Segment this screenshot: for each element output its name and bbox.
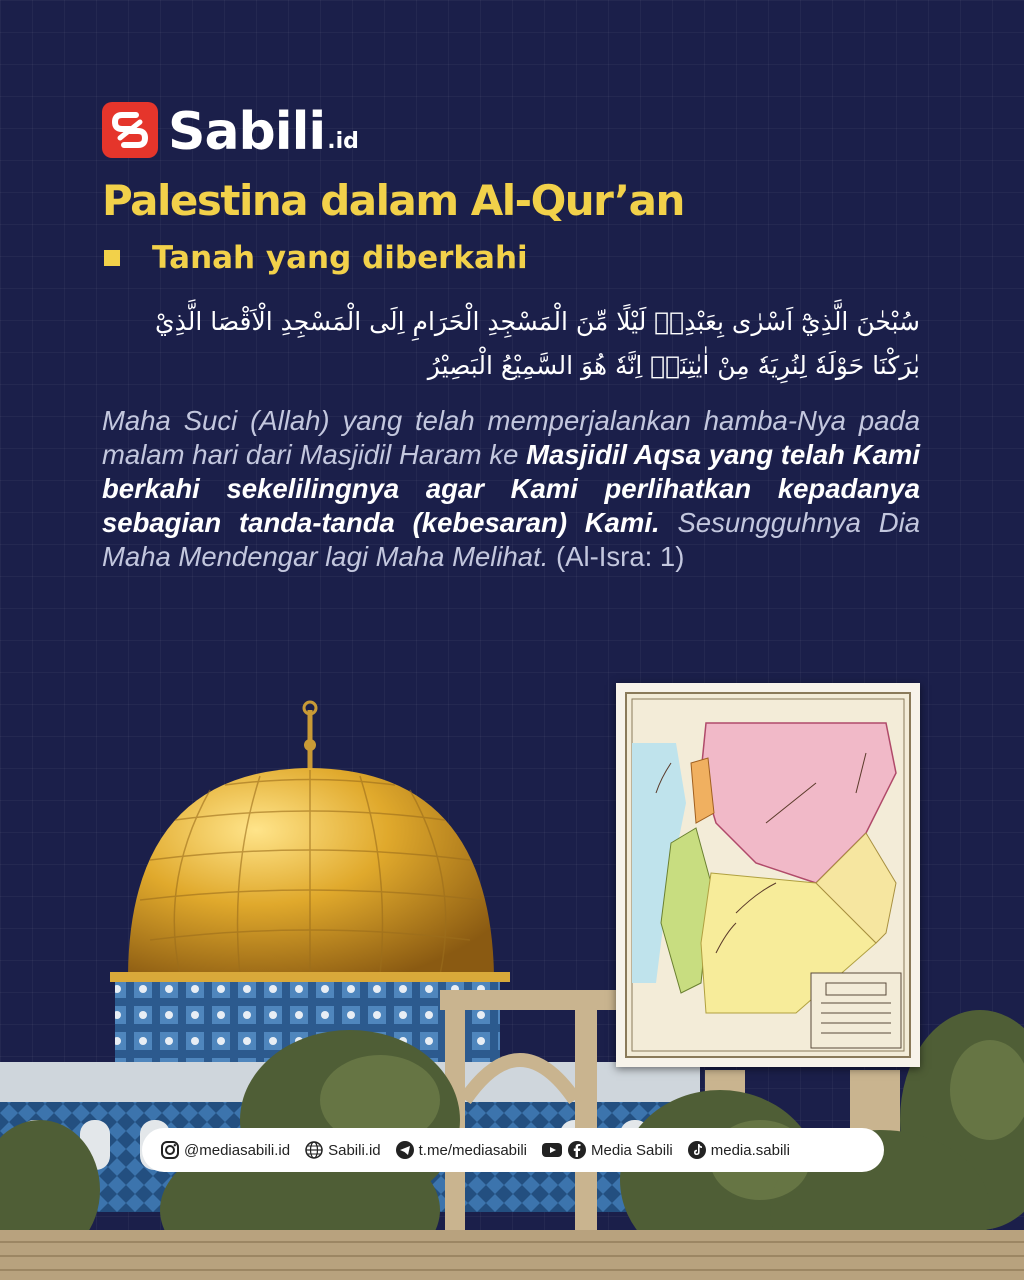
verse-translation: [102, 404, 920, 574]
tiktok-icon: [687, 1140, 707, 1160]
social-label: media.sabili: [710, 1141, 790, 1159]
translation-highlight: Masjidil Aqsa yang telah Kami berkahi sekelilingnya agar Kami perlihatkan kepadanya sebagian tanda-tanda (kebesaran) Kami.: [102, 439, 920, 538]
page-title: Palestina dalam Al-Qur’an: [102, 176, 684, 225]
section-heading-text: Tanah yang diberkahi: [152, 240, 528, 276]
section-heading: [104, 240, 528, 276]
youtube-icon: [541, 1140, 563, 1160]
social-telegram[interactable]: [395, 1140, 527, 1160]
social-links-bar: [142, 1128, 884, 1172]
verse-reference: (Al-Isra: 1): [548, 541, 685, 572]
social-label: t.me/mediasabili: [418, 1141, 528, 1159]
telegram-icon: [395, 1140, 415, 1160]
sabili-logo-icon: [102, 102, 158, 158]
social-label: Sabili.id: [328, 1141, 381, 1159]
square-bullet-icon: [104, 250, 120, 266]
historical-map-photo: [616, 683, 920, 1067]
translation-part2: Sesungguhnya Dia Maha Mendengar lagi Maha Melihat.: [102, 507, 920, 572]
social-website[interactable]: [304, 1140, 381, 1160]
brand-suffix: .id: [327, 129, 359, 154]
social-label: Media Sabili: [591, 1141, 673, 1159]
arabic-verse: سُبْحٰنَ الَّذِيْٓ اَسْرٰى بِعَبْدِهٖ لَيْلًا مِّنَ الْمَسْجِدِ الْحَرَامِ اِلَى الْمَسْجِدِ الْاَقْصَا الَّذِيْ بٰرَكْنَا حَوْلَهٗ لِنُرِيَهٗ مِنْ اٰيٰتِنَاۗ اِنَّهٗ هُوَ السَّمِيْعُ الْبَصِيْرُ: [155, 307, 920, 380]
brand-logo: [102, 102, 359, 162]
translation-part1: Maha Suci (Allah) yang telah memperjalankan hamba-Nya pada malam hari dari Masjidil Haram ke: [102, 405, 920, 470]
social-instagram[interactable]: [160, 1140, 290, 1160]
social-label: @mediasabili.id: [184, 1141, 291, 1159]
brand-name: Sabili: [168, 102, 326, 162]
globe-icon: [304, 1140, 324, 1160]
social-youtube-facebook[interactable]: [541, 1140, 673, 1160]
facebook-icon: [567, 1140, 587, 1160]
instagram-icon: [160, 1140, 180, 1160]
social-tiktok[interactable]: [687, 1140, 790, 1160]
